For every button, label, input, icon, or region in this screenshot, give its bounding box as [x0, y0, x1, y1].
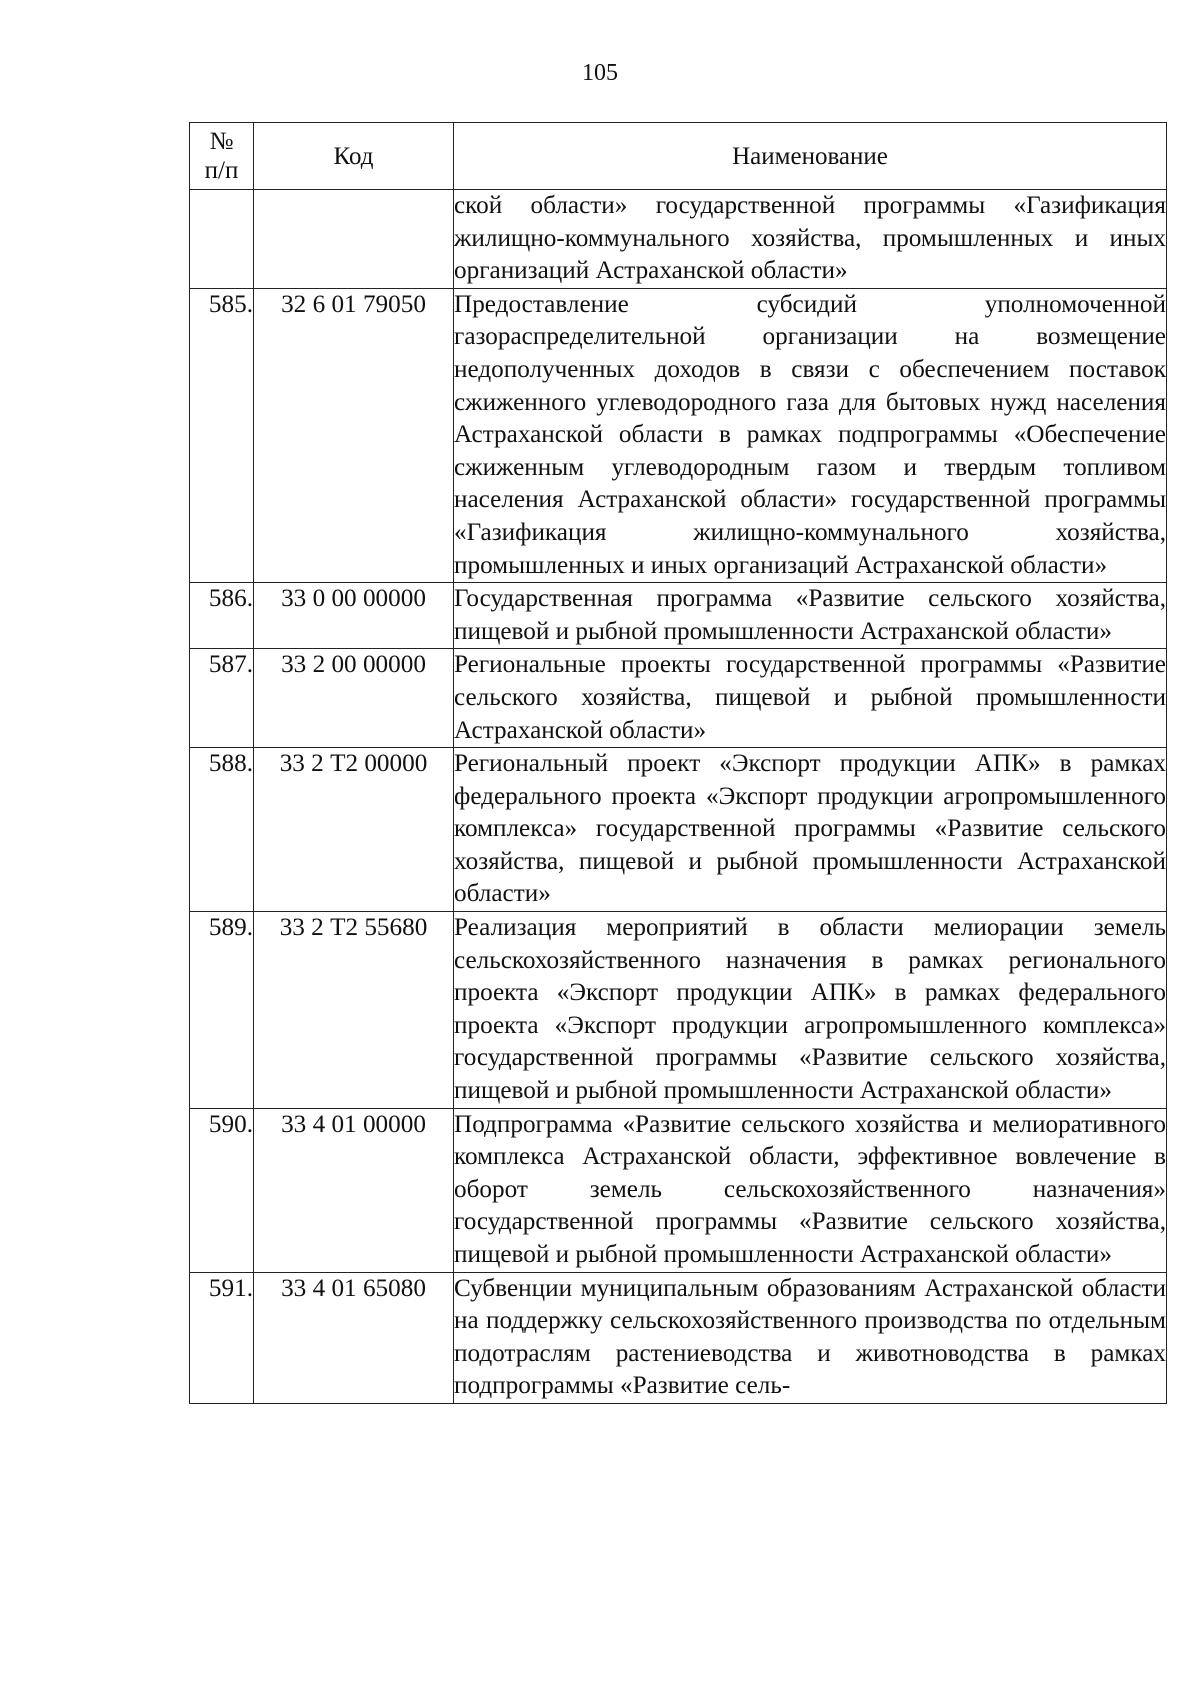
row-name: Региональный проект «Экспорт продукции АПК» в рамках федерального проекта «Экспорт продукции агропромышленного комплекса» государственной программы «Развитие сельского хозяйства, пищевой и рыбной промышленности Астраханской области»	[454, 748, 1167, 912]
row-code: 33 2 00 00000	[254, 649, 454, 748]
row-code: 33 2 Т2 55680	[254, 912, 454, 1109]
row-name: ской области» государственной программы «Газификация жилищно-коммунального хозяйства, промышленных и иных организаций Астраханской области»	[454, 190, 1167, 289]
row-code: 33 2 Т2 00000	[254, 748, 454, 912]
row-number: 586.	[190, 583, 254, 649]
row-number: 588.	[190, 748, 254, 912]
row-number	[190, 190, 254, 289]
row-name: Реализация мероприятий в области мелиорации земель сельскохозяйственного назначения в рамках регионального проекта «Экспорт продукции АПК» в рамках федерального проекта «Экспорт продукции агропромышленного комплекса» государственной программы «Развитие сельского хозяйства, пищевой и рыбной промышленности Астраханской области»	[454, 912, 1167, 1109]
row-code: 33 4 01 00000	[254, 1108, 454, 1272]
row-code: 33 4 01 65080	[254, 1272, 454, 1403]
row-name: Субвенции муниципальным образованиям Астраханской области на поддержку сельскохозяйственного производства по отдельным подотраслям растениеводства и животноводства в рамках подпрограммы «Развитие сель-	[454, 1272, 1167, 1403]
table-row	[190, 288, 1167, 582]
page-number: 105	[582, 60, 618, 86]
row-name: Государственная программа «Развитие сельского хозяйства, пищевой и рыбной промышленности Астраханской области»	[454, 583, 1167, 649]
table-header-row	[190, 123, 1167, 190]
header-code: Код	[254, 123, 454, 190]
header-number-sign: №	[209, 128, 234, 155]
table-row	[190, 190, 1167, 289]
budget-code-table	[189, 122, 1167, 1404]
table-row	[190, 583, 1167, 649]
header-number	[190, 123, 254, 190]
row-name: Региональные проекты государственной программы «Развитие сельского хозяйства, пищевой и рыбной промышленности Астраханской области»	[454, 649, 1167, 748]
row-name: Предоставление субсидий уполномоченной газораспределительной организации на возмещение недополученных доходов в связи с обеспечением поставок сжиженного углеводородного газа для бытовых нужд населения Астраханской области в рамках подпрограммы «Обеспечение сжиженным углеводородным газом и твердым топливом населения Астраханской области» государственной программы «Газификация жилищно-коммунального хозяйства, промышленных и иных организаций Астраханской области»	[454, 288, 1167, 582]
row-number: 585.	[190, 288, 254, 582]
table-row	[190, 649, 1167, 748]
table-row	[190, 748, 1167, 912]
row-number: 589.	[190, 912, 254, 1109]
table-row	[190, 1272, 1167, 1403]
header-number-abbrev: п/п	[204, 157, 239, 184]
row-code: 33 0 00 00000	[254, 583, 454, 649]
row-code	[254, 190, 454, 289]
header-name: Наименование	[454, 123, 1167, 190]
row-number: 590.	[190, 1108, 254, 1272]
row-number: 591.	[190, 1272, 254, 1403]
table-row	[190, 912, 1167, 1109]
row-number: 587.	[190, 649, 254, 748]
row-name: Подпрограмма «Развитие сельского хозяйства и мелиоративного комплекса Астраханской области, эффективное вовлечение в оборот земель сельскохозяйственного назначения» государственной программы «Развитие сельского хозяйства, пищевой и рыбной промышленности Астраханской области»	[454, 1108, 1167, 1272]
row-code: 32 6 01 79050	[254, 288, 454, 582]
table-row	[190, 1108, 1167, 1272]
